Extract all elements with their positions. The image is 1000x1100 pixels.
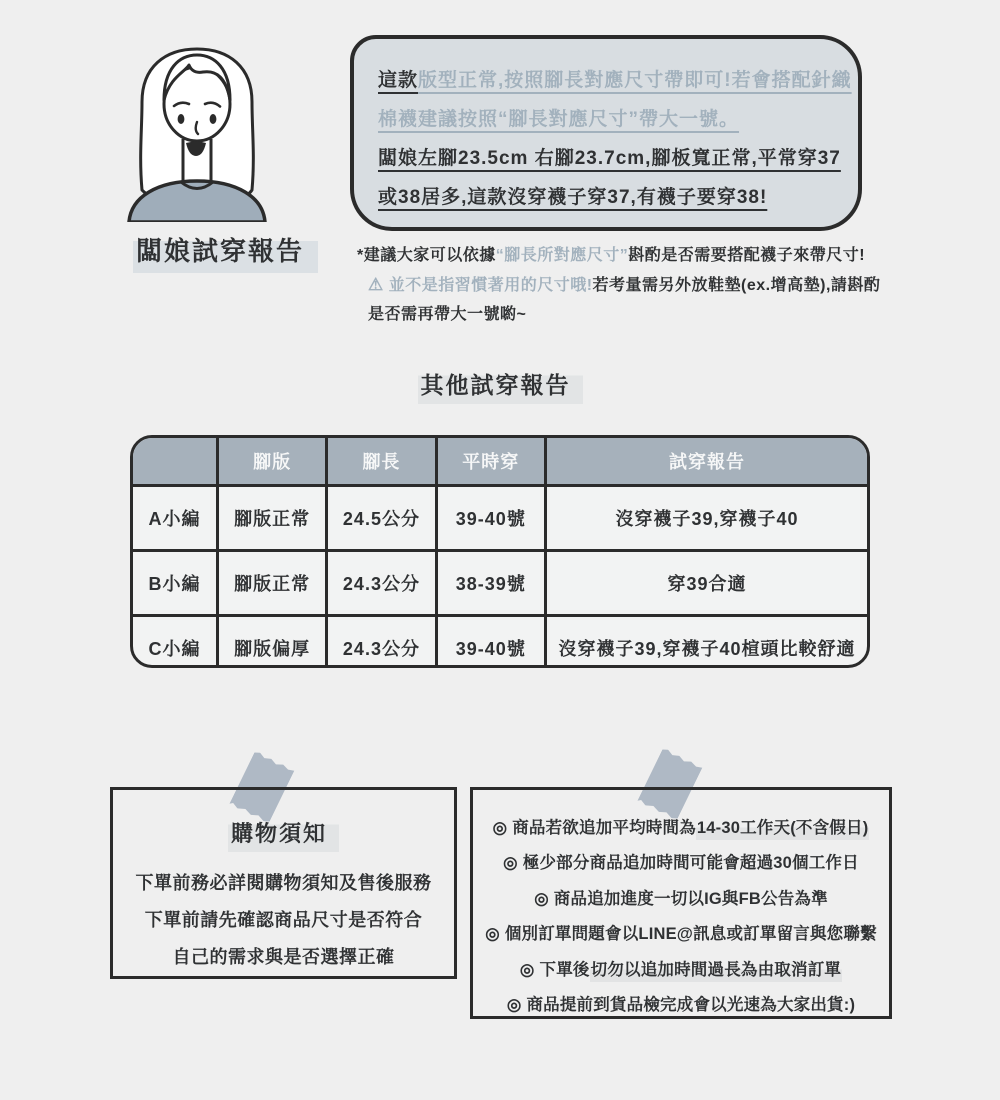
policy-item: ◎ 下單後切勿以追加時間過長為由取消訂單 bbox=[473, 953, 889, 988]
table-row bbox=[133, 486, 867, 551]
cell-foot-shape: 腳版正常 bbox=[217, 551, 326, 616]
cell-foot-shape: 腳版偏厚 bbox=[217, 616, 326, 669]
table-header-row bbox=[133, 438, 867, 486]
footnote-line-3: 是否需再帶大一號喲~ bbox=[368, 306, 527, 323]
bullet-icon: ◎ bbox=[506, 996, 522, 1015]
shopping-notice-title: 購物須知 bbox=[113, 817, 454, 848]
fit-report-table bbox=[133, 438, 867, 668]
policy-item: ◎ 極少部分商品追加時間可能會超過30個工作日 bbox=[503, 854, 859, 873]
others-report-heading-text: 其他試穿報告 bbox=[418, 370, 583, 404]
notice-line: 自己的需求與是否選擇正確 bbox=[172, 947, 395, 967]
owner-report-label bbox=[133, 231, 318, 268]
cell-editor: A小編 bbox=[133, 486, 217, 551]
cell-foot-length: 24.5公分 bbox=[327, 486, 436, 551]
bullet-icon: ◎ bbox=[492, 819, 508, 837]
shopping-notice-body bbox=[113, 865, 454, 976]
cell-fit-report: 穿39合適 bbox=[545, 551, 867, 616]
bubble-line-3: 闆娘左腳23.5cm 右腳23.7cm,腳板寬正常,平常穿37 bbox=[378, 148, 841, 169]
policy-item: ◎ 商品若欲追加平均時間為14-30工作天(不含假日) bbox=[473, 811, 889, 846]
cell-usual-size: 39-40號 bbox=[436, 616, 545, 669]
warning-icon: ⚠ bbox=[368, 275, 384, 294]
col-header-foot-shape: 腳版 bbox=[217, 438, 326, 486]
avatar-eye-left bbox=[178, 114, 185, 124]
cell-usual-size: 38-39號 bbox=[436, 551, 545, 616]
col-header-foot-length: 腳長 bbox=[327, 438, 436, 486]
cell-foot-shape: 腳版正常 bbox=[217, 486, 326, 551]
cell-editor: B小編 bbox=[133, 551, 217, 616]
cell-foot-length: 24.3公分 bbox=[327, 551, 436, 616]
shopping-notice-box bbox=[110, 787, 457, 979]
bubble-line-4: 或38居多,這款沒穿襪子穿37,有襪子要穿38! bbox=[378, 187, 768, 208]
bullet-icon: ◎ bbox=[485, 925, 500, 944]
notice-line: 下單前請先確認商品尺寸是否符合 bbox=[144, 910, 423, 930]
col-header-usual-size: 平時穿 bbox=[436, 438, 545, 486]
footnote-line-2: ⚠ 並不是指習慣著用的尺寸哦!若考量需另外放鞋墊(ex.增高墊),請斟酌 bbox=[368, 275, 881, 294]
fit-report-table-wrap bbox=[130, 435, 870, 668]
bullet-icon: ◎ bbox=[519, 960, 535, 979]
cell-editor: C小編 bbox=[133, 616, 217, 669]
owner-report-label-text: 闆娘試穿報告 bbox=[133, 234, 318, 273]
policy-item: ◎ 商品提前到貨品檢完成會以光速為大家出貨:) bbox=[506, 996, 856, 1015]
bullet-icon: ◎ bbox=[534, 889, 549, 908]
col-header-editor bbox=[133, 438, 217, 486]
cell-fit-report: 沒穿襪子39,穿襪子40 bbox=[545, 486, 867, 551]
cell-foot-length: 24.3公分 bbox=[327, 616, 436, 669]
shop-owner-avatar bbox=[112, 40, 282, 222]
bubble-line-1: 這款版型正常,按照腳長對應尺寸帶即可!若會搭配針織 bbox=[378, 70, 852, 91]
cell-usual-size: 39-40號 bbox=[436, 486, 545, 551]
policy-item: ◎ 商品追加進度一切以IG與FB公告為準 bbox=[534, 889, 828, 908]
order-policy-box bbox=[470, 787, 892, 1019]
sizing-footnote bbox=[357, 241, 897, 329]
col-header-fit-report: 試穿報告 bbox=[545, 438, 867, 486]
notice-line: 下單前務必詳閱購物須知及售後服務 bbox=[135, 873, 432, 893]
policy-item: ◎ 個別訂單問題會以LINE@訊息或訂單留言與您聯繫 bbox=[485, 925, 877, 944]
others-report-heading bbox=[0, 367, 1000, 400]
cell-fit-report: 沒穿襪子39,穿襪子40楦頭比較舒適 bbox=[545, 616, 867, 669]
table-row bbox=[133, 551, 867, 616]
table-row bbox=[133, 616, 867, 669]
footnote-line-1: *建議大家可以依據“腳長所對應尺寸”斟酌是否需要搭配襪子來帶尺寸! bbox=[357, 247, 866, 264]
avatar-eye-right bbox=[210, 114, 217, 124]
bubble-line-2: 棉襪建議按照“腳長對應尺寸”帶大一號。 bbox=[378, 109, 740, 130]
bullet-icon: ◎ bbox=[503, 854, 518, 873]
owner-speech-bubble bbox=[350, 35, 862, 231]
